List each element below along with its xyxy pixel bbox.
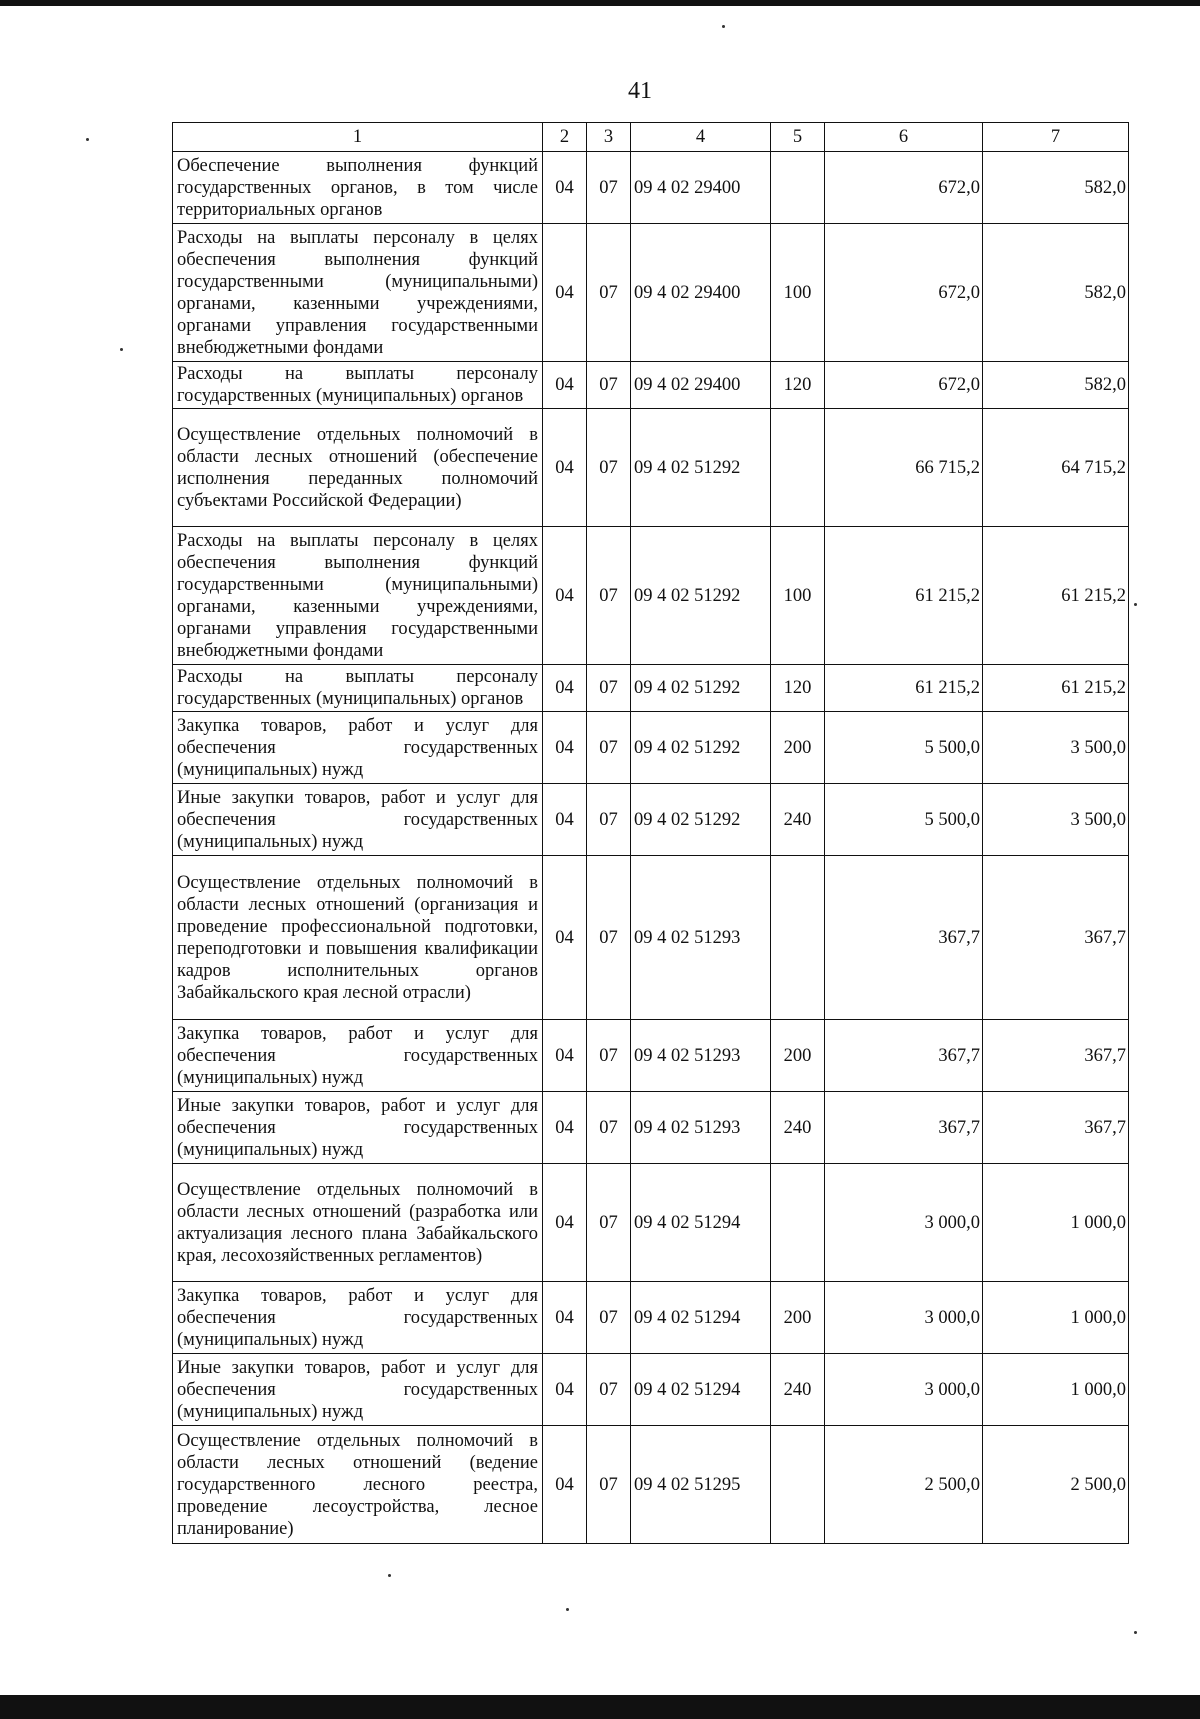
amount-col6: 2 500,0 [825,1426,983,1544]
scan-speck [120,348,123,351]
amount-col7: 3 500,0 [983,712,1129,784]
subsection-code: 07 [587,527,631,665]
row-description: Обеспечение выполнения функций государственных органов, в том числе территориальных органов [173,152,543,224]
amount-col7: 582,0 [983,362,1129,409]
amount-col6: 3 000,0 [825,1282,983,1354]
row-description: Расходы на выплаты персоналу государственных (муниципальных) органов [173,665,543,712]
amount-col7: 61 215,2 [983,665,1129,712]
scan-top-edge [0,0,1200,6]
table-row [173,1092,1129,1164]
table-row [173,1282,1129,1354]
section-code: 04 [543,665,587,712]
row-description: Иные закупки товаров, работ и услуг для обеспечения государственных (муниципальных) нужд [173,1354,543,1426]
scan-speck [388,1574,391,1577]
table-row [173,527,1129,665]
amount-col7: 1 000,0 [983,1354,1129,1426]
subsection-code: 07 [587,1092,631,1164]
table-row [173,362,1129,409]
table-row [173,224,1129,362]
amount-col7: 1 000,0 [983,1282,1129,1354]
subsection-code: 07 [587,665,631,712]
amount-col6: 61 215,2 [825,527,983,665]
row-description: Иные закупки товаров, работ и услуг для обеспечения государственных (муниципальных) нужд [173,784,543,856]
target-article-code: 09 4 02 29400 [631,152,771,224]
header-cell: 1 [173,123,543,152]
table-row [173,1354,1129,1426]
amount-col7: 1 000,0 [983,1164,1129,1282]
amount-col6: 61 215,2 [825,665,983,712]
section-code: 04 [543,362,587,409]
subsection-code: 07 [587,856,631,1020]
section-code: 04 [543,856,587,1020]
row-description: Осуществление отдельных полномочий в области лесных отношений (разработка или актуализация лесного плана Забайкальского края, лесохозяйственных регламентов) [173,1164,543,1282]
expense-type-code [771,409,825,527]
target-article-code: 09 4 02 29400 [631,362,771,409]
section-code: 04 [543,1164,587,1282]
amount-col7: 367,7 [983,1092,1129,1164]
table-row [173,409,1129,527]
section-code: 04 [543,224,587,362]
amount-col6: 672,0 [825,152,983,224]
amount-col7: 582,0 [983,152,1129,224]
subsection-code: 07 [587,224,631,362]
section-code: 04 [543,1282,587,1354]
expense-type-code: 120 [771,665,825,712]
row-description: Расходы на выплаты персоналу в целях обеспечения выполнения функций государственными (муниципальными) органами, казенными учреждениями, органами управления государственными внебюджетными фондами [173,527,543,665]
subsection-code: 07 [587,1020,631,1092]
section-code: 04 [543,527,587,665]
expense-type-code: 240 [771,1092,825,1164]
target-article-code: 09 4 02 51292 [631,665,771,712]
amount-col7: 2 500,0 [983,1426,1129,1544]
subsection-code: 07 [587,1282,631,1354]
target-article-code: 09 4 02 51293 [631,856,771,1020]
row-description: Закупка товаров, работ и услуг для обеспечения государственных (муниципальных) нужд [173,712,543,784]
section-code: 04 [543,1354,587,1426]
expense-type-code: 100 [771,224,825,362]
scan-speck [86,138,89,141]
row-description: Расходы на выплаты персоналу в целях обеспечения выполнения функций государственными (муниципальными) органами, казенными учреждениями, органами управления государственными внебюджетными фондами [173,224,543,362]
amount-col7: 367,7 [983,856,1129,1020]
amount-col6: 3 000,0 [825,1164,983,1282]
amount-col6: 367,7 [825,856,983,1020]
table-row [173,665,1129,712]
amount-col7: 61 215,2 [983,527,1129,665]
table-row [173,856,1129,1020]
target-article-code: 09 4 02 51292 [631,409,771,527]
scan-speck [566,1608,569,1611]
header-cell: 6 [825,123,983,152]
row-description: Закупка товаров, работ и услуг для обеспечения государственных (муниципальных) нужд [173,1020,543,1092]
amount-col7: 3 500,0 [983,784,1129,856]
header-cell: 7 [983,123,1129,152]
amount-col6: 672,0 [825,224,983,362]
section-code: 04 [543,1020,587,1092]
row-description: Осуществление отдельных полномочий в области лесных отношений (ведение государственного лесного реестра, проведение лесоустройства, лесное планирование) [173,1426,543,1544]
row-description: Осуществление отдельных полномочий в области лесных отношений (организация и проведение профессиональной подготовки, переподготовки и повышения квалификации кадров исполнительных органов Забайкальского края лесной отрасли) [173,856,543,1020]
header-cell: 4 [631,123,771,152]
subsection-code: 07 [587,1426,631,1544]
target-article-code: 09 4 02 51294 [631,1164,771,1282]
scan-speck [1134,1631,1137,1634]
target-article-code: 09 4 02 51294 [631,1354,771,1426]
section-code: 04 [543,152,587,224]
scan-bottom-edge [0,1695,1200,1719]
amount-col6: 367,7 [825,1092,983,1164]
expense-type-code: 120 [771,362,825,409]
subsection-code: 07 [587,152,631,224]
target-article-code: 09 4 02 51293 [631,1092,771,1164]
table-row [173,1020,1129,1092]
section-code: 04 [543,1426,587,1544]
header-cell: 3 [587,123,631,152]
subsection-code: 07 [587,784,631,856]
header-cell: 5 [771,123,825,152]
expense-type-code: 200 [771,1020,825,1092]
amount-col7: 582,0 [983,224,1129,362]
expense-type-code: 200 [771,712,825,784]
table-row [173,152,1129,224]
target-article-code: 09 4 02 51293 [631,1020,771,1092]
row-description: Иные закупки товаров, работ и услуг для обеспечения государственных (муниципальных) нужд [173,1092,543,1164]
expense-type-code: 240 [771,1354,825,1426]
scan-speck [722,25,725,28]
header-cell: 2 [543,123,587,152]
scan-speck [1134,603,1137,606]
subsection-code: 07 [587,1354,631,1426]
amount-col6: 3 000,0 [825,1354,983,1426]
target-article-code: 09 4 02 51292 [631,784,771,856]
table-header-row [173,123,1129,152]
amount-col7: 367,7 [983,1020,1129,1092]
target-article-code: 09 4 02 51295 [631,1426,771,1544]
table-row [173,1426,1129,1544]
amount-col6: 5 500,0 [825,712,983,784]
amount-col6: 672,0 [825,362,983,409]
section-code: 04 [543,784,587,856]
page-number: 41 [628,78,652,104]
expense-type-code [771,152,825,224]
subsection-code: 07 [587,409,631,527]
target-article-code: 09 4 02 51292 [631,712,771,784]
subsection-code: 07 [587,362,631,409]
row-description: Осуществление отдельных полномочий в области лесных отношений (обеспечение исполнения переданных полномочий субъектами Российской Федерации) [173,409,543,527]
expense-type-code: 200 [771,1282,825,1354]
target-article-code: 09 4 02 51292 [631,527,771,665]
subsection-code: 07 [587,1164,631,1282]
expense-type-code [771,1164,825,1282]
row-description: Расходы на выплаты персоналу государственных (муниципальных) органов [173,362,543,409]
expense-type-code: 100 [771,527,825,665]
amount-col6: 367,7 [825,1020,983,1092]
section-code: 04 [543,1092,587,1164]
amount-col6: 66 715,2 [825,409,983,527]
target-article-code: 09 4 02 51294 [631,1282,771,1354]
expense-type-code: 240 [771,784,825,856]
budget-table [172,122,1129,1544]
table-row [173,712,1129,784]
subsection-code: 07 [587,712,631,784]
amount-col7: 64 715,2 [983,409,1129,527]
section-code: 04 [543,712,587,784]
table-row [173,1164,1129,1282]
table-row [173,784,1129,856]
target-article-code: 09 4 02 29400 [631,224,771,362]
amount-col6: 5 500,0 [825,784,983,856]
expense-type-code [771,1426,825,1544]
section-code: 04 [543,409,587,527]
expense-type-code [771,856,825,1020]
row-description: Закупка товаров, работ и услуг для обеспечения государственных (муниципальных) нужд [173,1282,543,1354]
